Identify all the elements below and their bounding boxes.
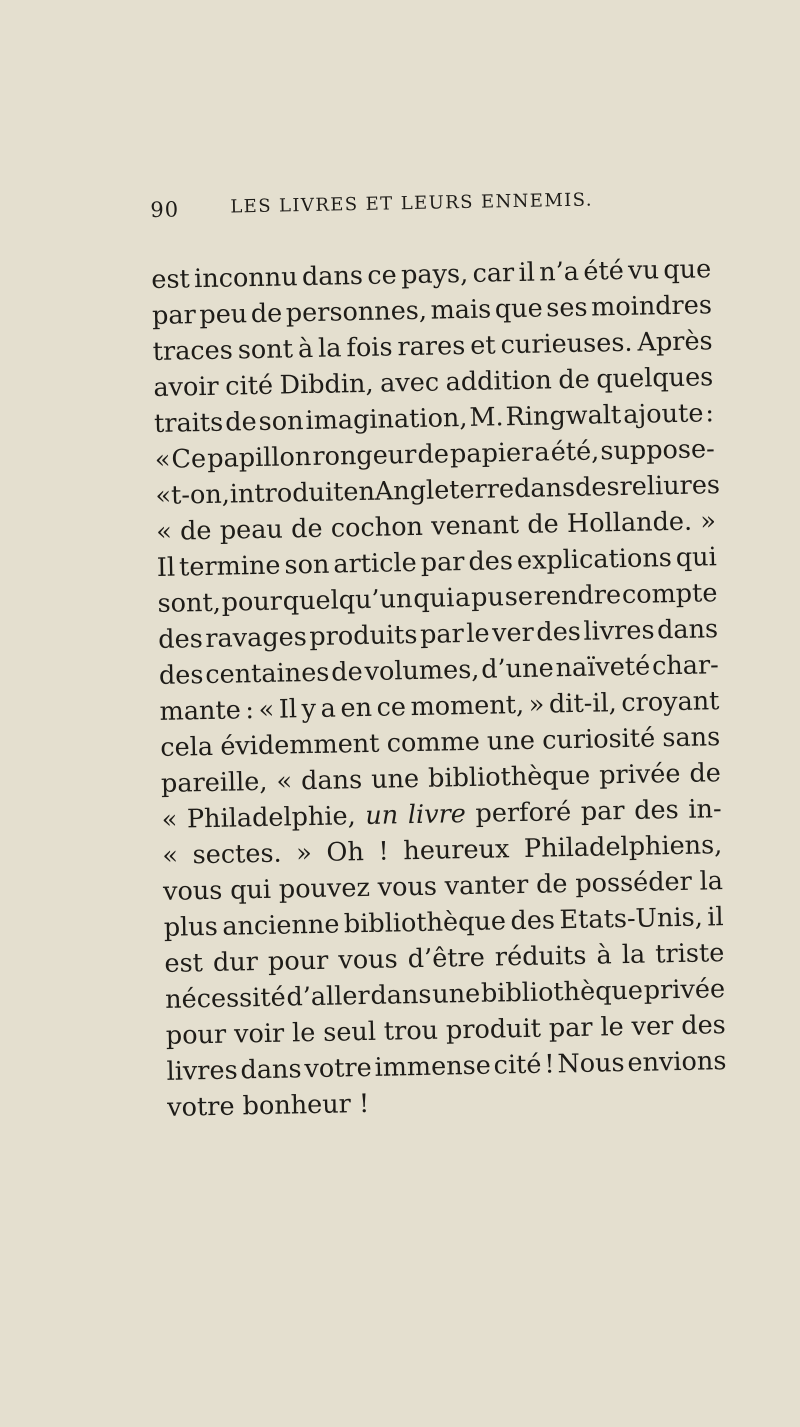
word: trou (383, 1015, 439, 1047)
word: : (705, 398, 715, 429)
word: introduit (229, 477, 344, 510)
word: dans (300, 765, 363, 797)
word: Après (637, 326, 713, 358)
word: la (317, 333, 342, 364)
word: de (535, 869, 568, 900)
word: votre (304, 1052, 372, 1085)
word: « (276, 766, 293, 797)
word: livres (166, 1055, 238, 1087)
word: Angleterre (374, 474, 515, 507)
word: qui (675, 542, 717, 573)
word: envions (627, 1046, 727, 1078)
word: produit (445, 1013, 542, 1046)
italic-word: un (365, 800, 399, 831)
word: peu (199, 299, 248, 331)
word: pour (221, 586, 283, 618)
word: pareille, (160, 766, 268, 799)
word: pour (165, 1019, 227, 1051)
word: compte (621, 578, 718, 611)
word: une (370, 763, 420, 795)
word: Dibdin, (279, 368, 374, 401)
word: ver (631, 1011, 674, 1042)
word: que (663, 254, 712, 286)
word: peau (219, 514, 284, 546)
word: heureux (403, 834, 510, 867)
word: vous (377, 871, 438, 903)
word: volumes, (364, 654, 480, 687)
running-title: LES LIVRES ET LEURS ENNEMIS. (230, 189, 594, 218)
word: ravages (205, 622, 308, 655)
word: ce (376, 692, 407, 723)
word: comme (386, 726, 481, 759)
word: quelqu’un (282, 584, 413, 617)
word: par (580, 796, 625, 827)
word: en (343, 476, 376, 508)
word: avoir (153, 371, 220, 403)
word: par (419, 619, 465, 650)
word: « (162, 840, 179, 871)
word: de (224, 407, 257, 438)
word: une (431, 978, 481, 1010)
word: traces (152, 335, 234, 367)
word: en (340, 692, 373, 724)
word: ! (378, 836, 390, 867)
word: Etats-Unis, (559, 902, 704, 936)
word: perforé (475, 797, 572, 829)
word: Ce (171, 443, 207, 475)
word: a (320, 693, 337, 724)
word: il (518, 257, 536, 288)
word: y (301, 693, 317, 725)
word: cité (493, 1049, 542, 1081)
word: sectes. (192, 838, 282, 871)
word: à (297, 333, 314, 365)
word: a (534, 437, 550, 468)
word: d’aller (286, 980, 370, 1013)
word: livres (583, 615, 655, 647)
word: centaines (205, 657, 330, 691)
word: dur (212, 947, 259, 978)
word: t-on, (170, 479, 231, 511)
word: rendre (533, 580, 622, 612)
word: » (528, 689, 545, 720)
word: termine (178, 550, 281, 583)
word: privée (643, 974, 726, 1006)
word: sans (662, 722, 721, 754)
word: de (417, 439, 450, 470)
word: par (420, 547, 465, 578)
word: inconnu (193, 262, 298, 295)
word: « (155, 480, 172, 511)
word: imagination, (305, 402, 468, 437)
word: a (454, 582, 471, 614)
word: moment, (410, 689, 525, 723)
word: est (164, 948, 204, 979)
word: char- (651, 650, 720, 682)
word: évidemment (219, 728, 380, 762)
word: ce (367, 260, 398, 291)
word: cité (224, 370, 274, 402)
text-line-final: votre bonheur ! (166, 1088, 370, 1123)
word: ! (544, 1049, 555, 1080)
word: rares (397, 330, 466, 363)
word: dans (240, 1054, 302, 1086)
word: par (548, 1012, 593, 1044)
word: vanter (444, 869, 529, 902)
word: fois (346, 332, 393, 364)
word: des (680, 1010, 727, 1041)
word: plus (163, 911, 219, 943)
word: cela (160, 731, 214, 763)
word: des (574, 472, 620, 503)
word: vous (338, 944, 398, 976)
word: des (468, 546, 514, 577)
word: sont (237, 334, 294, 366)
word: de (558, 364, 591, 396)
word: dit-il, (548, 688, 617, 720)
word: le (466, 618, 490, 650)
word: immense (374, 1050, 492, 1083)
word: produits (309, 619, 418, 653)
word: de (250, 298, 283, 330)
word: curiosité (541, 723, 656, 756)
word: Nous (557, 1048, 625, 1080)
word: de (330, 657, 363, 688)
word: posséder (574, 866, 693, 899)
word: des (536, 616, 582, 648)
word: privée (598, 758, 681, 791)
word: une (486, 725, 536, 757)
word: moindres (590, 290, 713, 323)
word: est (151, 264, 191, 295)
word: : (245, 695, 255, 726)
word: Ringwalt (505, 400, 622, 433)
word: d’une (480, 653, 554, 685)
word: » (295, 838, 313, 869)
word: ses (545, 292, 588, 324)
word: « (154, 444, 171, 475)
word: de (290, 513, 323, 545)
word: venant (430, 509, 520, 542)
word: n’a (538, 256, 580, 288)
word: papier (449, 437, 534, 470)
word: des (633, 794, 679, 826)
word: traits (153, 407, 224, 439)
word: qui (413, 583, 455, 615)
word: Il (156, 552, 176, 583)
word: été, (550, 436, 600, 468)
word: Philadelphie, (186, 801, 356, 835)
word: pays, (400, 258, 469, 291)
word: addition (445, 365, 553, 398)
word: dans (513, 472, 576, 505)
word: à (596, 940, 612, 971)
word: pouvez (278, 872, 371, 905)
word: sont, (157, 587, 222, 619)
page-number: 90 (150, 197, 180, 222)
word: suppose- (600, 434, 715, 467)
word: avec (379, 367, 440, 399)
word: papillon (206, 441, 312, 474)
word: son (284, 549, 330, 581)
word: reliures (619, 470, 721, 503)
word: ver (491, 617, 535, 649)
word: par (151, 300, 197, 331)
word: il (707, 902, 724, 933)
word: « (161, 804, 178, 835)
word: Philadelphiens, (523, 830, 723, 864)
italic-word: livre (407, 799, 467, 831)
word: naïveté (555, 651, 651, 684)
word: » (700, 506, 717, 537)
word: croyant (621, 686, 720, 719)
word: dans (370, 979, 432, 1011)
word: dans (656, 614, 719, 646)
word: Hollande. (566, 506, 693, 540)
word: d’être (407, 942, 486, 975)
word: voir (233, 1018, 285, 1050)
word: Oh (326, 837, 365, 868)
word: cochon (330, 511, 424, 544)
body-text (151, 251, 727, 1126)
word: été (583, 255, 625, 287)
word: quelques (596, 362, 714, 395)
word: mante (159, 695, 242, 727)
word: personnes, (285, 295, 428, 329)
word: ancienne (222, 909, 340, 942)
word: seul (322, 1016, 377, 1048)
word: explications (516, 543, 673, 577)
word: que (494, 293, 543, 325)
word: Il (278, 694, 298, 725)
word: pu (470, 582, 505, 613)
word: de (527, 509, 560, 540)
word: dans (301, 260, 364, 293)
word: « (155, 516, 173, 547)
word: pour (267, 945, 329, 977)
word: le (600, 1012, 625, 1043)
word: des (158, 660, 204, 691)
word: rongeur (312, 439, 417, 472)
word: de (689, 758, 722, 789)
word: bibliothèque (480, 975, 644, 1009)
word: vu (627, 255, 660, 286)
word: M. (469, 402, 504, 433)
word: car (472, 258, 515, 289)
word: in- (688, 794, 722, 825)
word: des (510, 905, 556, 937)
word: le (291, 1017, 316, 1049)
word: bibliothèque (427, 760, 591, 794)
word: des (157, 624, 204, 655)
word: ajoute (622, 398, 704, 430)
word: la (699, 866, 724, 897)
word: bibliothèque (343, 906, 507, 940)
word: triste (654, 938, 725, 970)
word: la (621, 939, 646, 971)
word: nécessité (164, 982, 286, 1015)
word: se (504, 581, 534, 613)
word: de (179, 515, 212, 547)
page-header (150, 181, 621, 230)
word: « (258, 694, 275, 726)
word: qui (229, 874, 272, 906)
word: mais (430, 294, 492, 326)
word: son (258, 406, 304, 437)
word: réduits (494, 940, 587, 973)
word: vous (162, 875, 223, 907)
word: article (333, 547, 417, 580)
word: curieuses. (500, 327, 633, 361)
word: et (469, 330, 496, 361)
